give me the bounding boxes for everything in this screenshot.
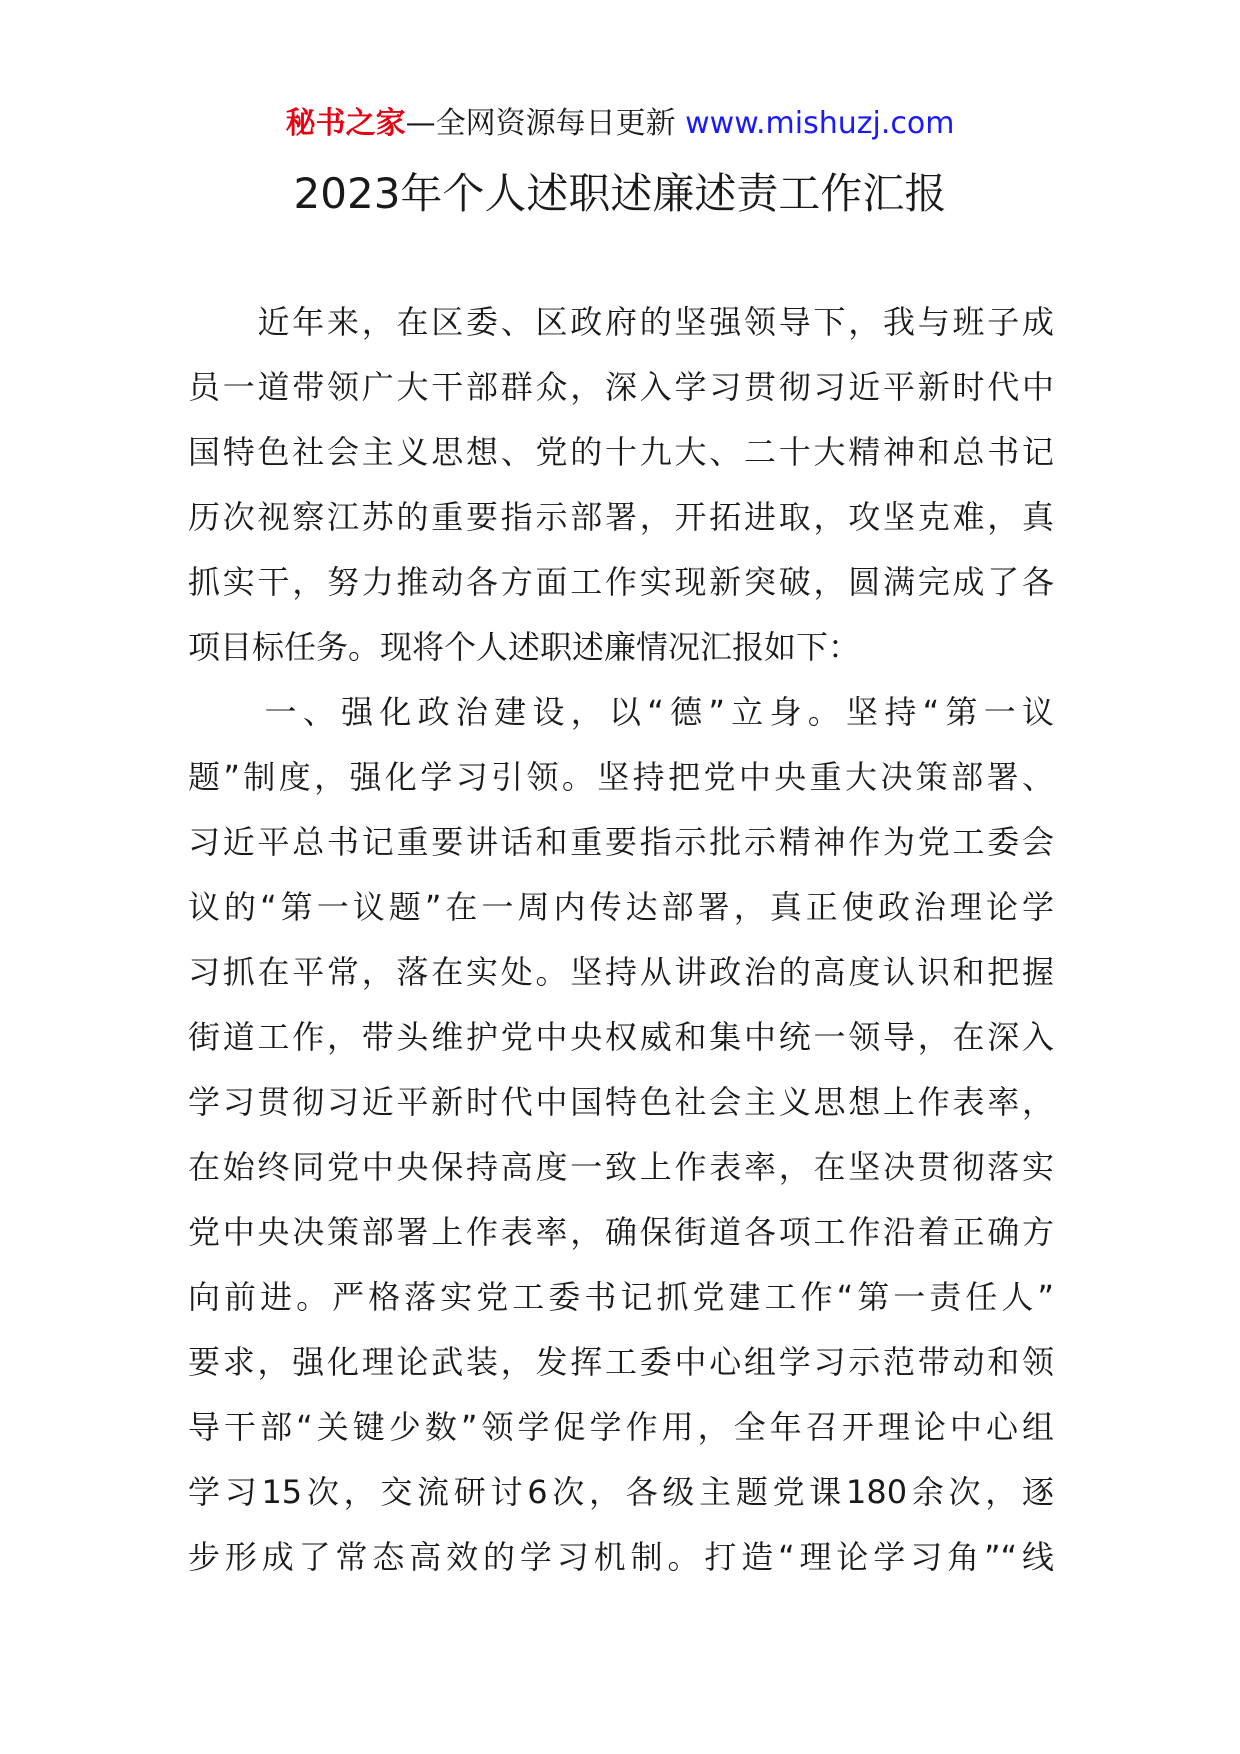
body-line: 国特色社会主义思想、党的十九大、二十大精神和总书记	[188, 433, 1054, 471]
body-line: 题”制度，强化学习引领。坚持把党中央重大决策部署、	[188, 758, 1054, 796]
body-line: 习抓在平常，落在实处。坚持从讲政治的高度认识和把握	[188, 953, 1054, 991]
body-line: 导干部“关键少数”领学促学作用，全年召开理论中心组	[188, 1408, 1054, 1446]
body-line: 近年来，在区委、区政府的坚强领导下，我与班子成	[188, 303, 1054, 341]
brand-name: 秘书之家	[285, 106, 406, 141]
body-line: 项目标任务。现将个人述职述廉情况汇报如下：	[188, 628, 861, 666]
body-line: 街道工作，带头维护党中央权威和集中统一领导，在深入	[188, 1018, 1054, 1056]
site-header	[0, 102, 1240, 146]
document-body	[188, 290, 1054, 1590]
header-tagline: —全网资源每日更新	[405, 106, 686, 141]
body-line: 习近平总书记重要讲话和重要指示批示精神作为党工委会	[188, 823, 1054, 861]
body-line: 历次视察江苏的重要指示部署，开拓进取，攻坚克难，真	[188, 498, 1054, 536]
body-line: 员一道带领广大干部群众，深入学习贯彻习近平新时代中	[188, 368, 1054, 406]
body-line: 议的“第一议题”在一周内传达部署，真正使政治理论学	[188, 888, 1054, 926]
body-line: 一、强化政治建设，以“德”立身。坚持“第一议	[188, 693, 1054, 731]
body-line: 抓实干，努力推动各方面工作实现新突破，圆满完成了各	[188, 563, 1054, 601]
site-url-link[interactable]: www.mishuzj.com	[685, 106, 955, 141]
body-line: 要求，强化理论武装，发挥工委中心组学习示范带动和领	[188, 1343, 1054, 1381]
body-line: 步形成了常态高效的学习机制。打造“理论学习角”“线	[188, 1538, 1054, 1576]
body-line: 学习15次，交流研讨6次，各级主题党课180余次，逐	[188, 1473, 1054, 1511]
body-line: 党中央决策部署上作表率，确保街道各项工作沿着正确方	[188, 1213, 1054, 1251]
body-line: 向前进。严格落实党工委书记抓党建工作“第一责任人”	[188, 1278, 1054, 1316]
body-line: 在始终同党中央保持高度一致上作表率，在坚决贯彻落实	[188, 1148, 1054, 1186]
document-title: 2023年个人述职述廉述责工作汇报	[293, 169, 947, 218]
body-line: 学习贯彻习近平新时代中国特色社会主义思想上作表率，	[188, 1083, 1054, 1121]
